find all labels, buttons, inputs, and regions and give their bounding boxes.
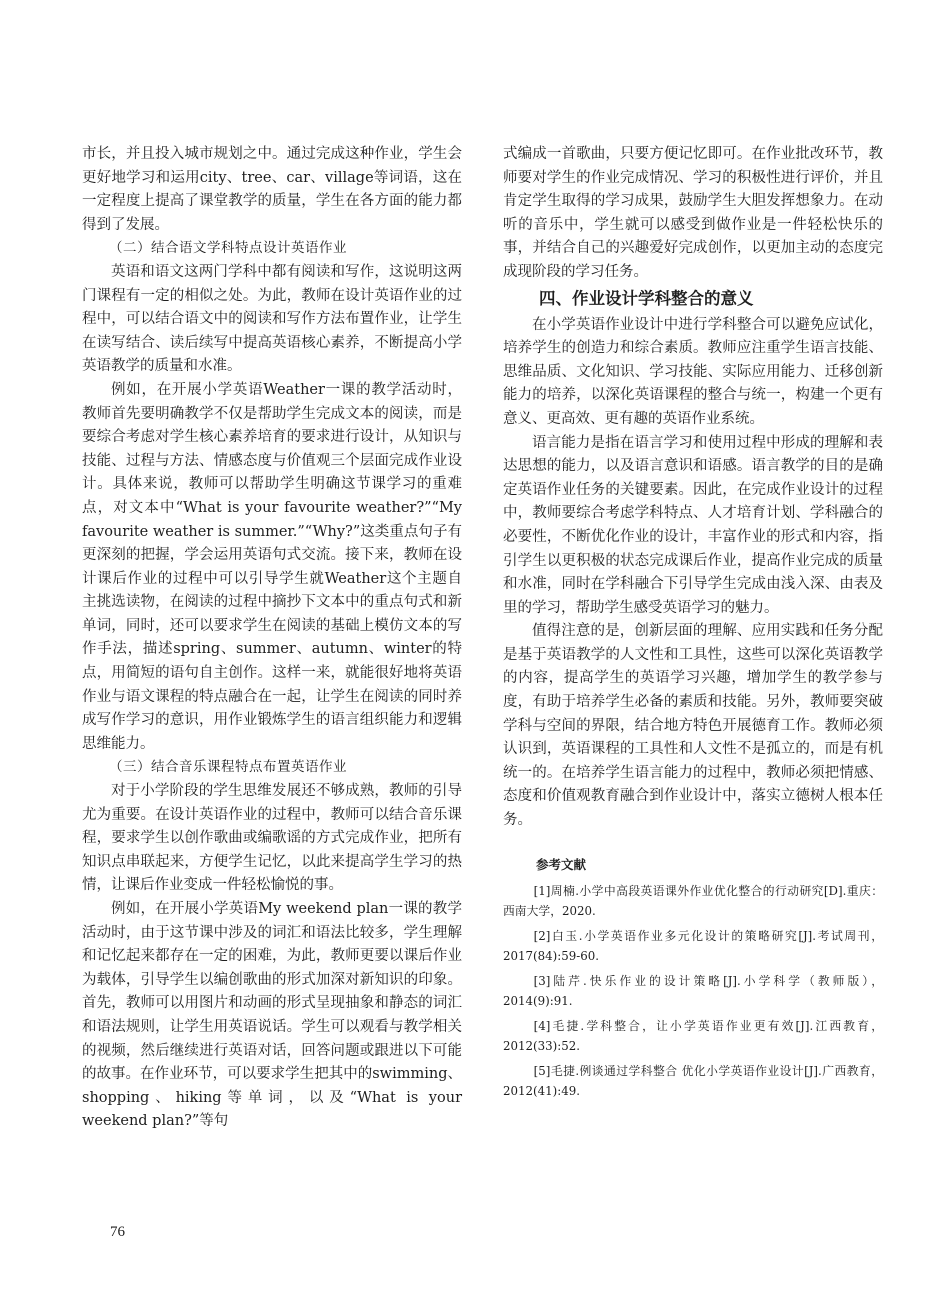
reference-item: [5]毛捷.例谈通过学科整合 优化小学英语作业设计[J].广西教育，2012(41):49. <box>503 1063 883 1099</box>
left-column <box>82 143 462 1134</box>
reference-item: [4]毛捷.学科整合，让小学英语作业更有效[J].江西教育，2012(33):52. <box>503 1018 883 1054</box>
paragraph: 例如，在开展小学英语Weather一课的教学活动时，教师首先要明确教学不仅是帮助学生完成文本的阅读，而是要综合考虑对学生核心素养培育的要求进行设计，从知识与技能、过程与方法、情感态度与价值观三个层面完成作业设计。具体来说，教师可以帮助学生明确这节课学习的重难点，对文本中“What is your favourite weather?”“My favourite weather is summer.”“Why?”这类重点句子有更深刻的把握，学会运用英语句式交流。接下来，教师在设计课后作业的过程中可以引导学生就Weather这个主题自主挑选读物，在阅读的过程中摘抄下文本中的重点句式和新单词，同时，还可以要求学生在阅读的基础上模仿文本的写作手法，描述spring、summer、autumn、winter的特点，用简短的语句自主创作。这样一来，就能很好地将英语作业与语文课程的特点融合在一起，让学生在阅读的同时养成写作学习的意识，用作业锻炼学生的语言组织能力和逻辑思维能力。 <box>82 381 462 752</box>
right-column <box>503 143 883 1106</box>
paragraph: 值得注意的是，创新层面的理解、应用实践和任务分配是基于英语教学的人文性和工具性，这些可以深化英语教学的内容，提高学生的英语学习兴趣，增加学生的教学参与度，有助于培养学生必备的素质和技能。另外，教师要突破学科与空间的界限，结合地方特色开展德育工作。教师必须认识到，英语课程的工具性和人文性不是孤立的，而是有机统一的。在培养学生语言能力的过程中，教师必须把情感、态度和价值观教育融合到作业设计中，落实立德树人根本任务。 <box>503 623 883 829</box>
paragraph: 语言能力是指在语言学习和使用过程中形成的理解和表达思想的能力，以及语言意识和语感。语言教学的目的是确定英语作业任务的关键要素。因此，在完成作业设计的过程中，教师要综合考虑学科特点、人才培育计划、学科融合的必要性，不断优化作业的设计，丰富作业的形式和内容，指引学生以更积极的状态完成课后作业，提高作业完成的质量和水准，同时在学科融合下引导学生完成由浅入深、由表及里的学习，帮助学生感受英语学习的魅力。 <box>503 434 883 616</box>
paragraph: 英语和语文这两门学科中都有阅读和写作，这说明这两门课程有一定的相似之处。为此，教师在设计英语作业的过程中，可以结合语文中的阅读和写作方法布置作业，让学生在读写结合、读后续写中提高英语核心素养，不断提高小学英语教学的质量和水准。 <box>82 263 462 375</box>
section-heading: 四、作业设计学科整合的意义 <box>539 288 754 308</box>
subsection-heading: （二）结合语文学科特点设计英语作业 <box>109 240 347 257</box>
subsection-heading: （三）结合音乐课程特点布置英语作业 <box>109 759 347 776</box>
paragraph: 例如，在开展小学英语My weekend plan一课的教学活动时，由于这节课中涉及的词汇和语法比较多，学生理解和记忆起来都存在一定的困难，为此，教师更要以课后作业为载体，引导学生以编创歌曲的形式加深对新知识的印象。首先，教师可以用图片和动画的形式呈现抽象和静态的词汇和语法规则，让学生用英语说话。学生可以观看与教学相关的视频，然后继续进行英语对话，回答问题或跟进以下可能的故事。在作业环节，可以要求学生把其中的swimming、shopping、hiking等单词，以及“What is your weekend plan?”等句 <box>82 901 462 1130</box>
reference-item: [2]白玉.小学英语作业多元化设计的策略研究[J].考试周刊，2017(84):59-60. <box>503 928 883 964</box>
references-heading: 参考文献 <box>536 856 587 872</box>
page-number: 76 <box>110 1224 125 1240</box>
reference-item: [1]周楠.小学中高段英语课外作业优化整合的行动研究[D].重庆：西南大学，2020. <box>503 883 883 919</box>
paragraph: 式编成一首歌曲，只要方便记忆即可。在作业批改环节，教师要对学生的作业完成情况、学习的积极性进行评价，并且肯定学生取得的学习成果，鼓励学生大胆发挥想象力。在动听的音乐中，学生就可以感受到做作业是一件轻松快乐的事，并结合自己的兴趣爱好完成创作，以更加主动的态度完成现阶段的学习任务。 <box>503 146 883 280</box>
paragraph: 在小学英语作业设计中进行学科整合可以避免应试化，培养学生的创造力和综合素质。教师应注重学生语言技能、思维品质、文化知识、学习技能、实际应用能力、迁移创新能力的培养，以深化英语课程的整合与统一，构建一个更有意义、更高效、更有趣的英语作业系统。 <box>503 316 883 427</box>
paragraph: 市长，并且投入城市规划之中。通过完成这种作业，学生会更好地学习和运用city、tree、car、village等词语，这在一定程度上提高了课堂教学的质量，学生在各方面的能力都得到了发展。 <box>82 146 462 233</box>
paragraph: 对于小学阶段的学生思维发展还不够成熟，教师的引导尤为重要。在设计英语作业的过程中，教师可以结合音乐课程，要求学生以创作歌曲或编歌谣的方式完成作业，把所有知识点串联起来，方便学生记忆，以此来提高学生学习的热情，让课后作业变成一件轻松愉悦的事。 <box>82 783 462 894</box>
reference-item: [3]陆芹.快乐作业的设计策略[J].小学科学（教师版），2014(9):91. <box>503 973 883 1009</box>
